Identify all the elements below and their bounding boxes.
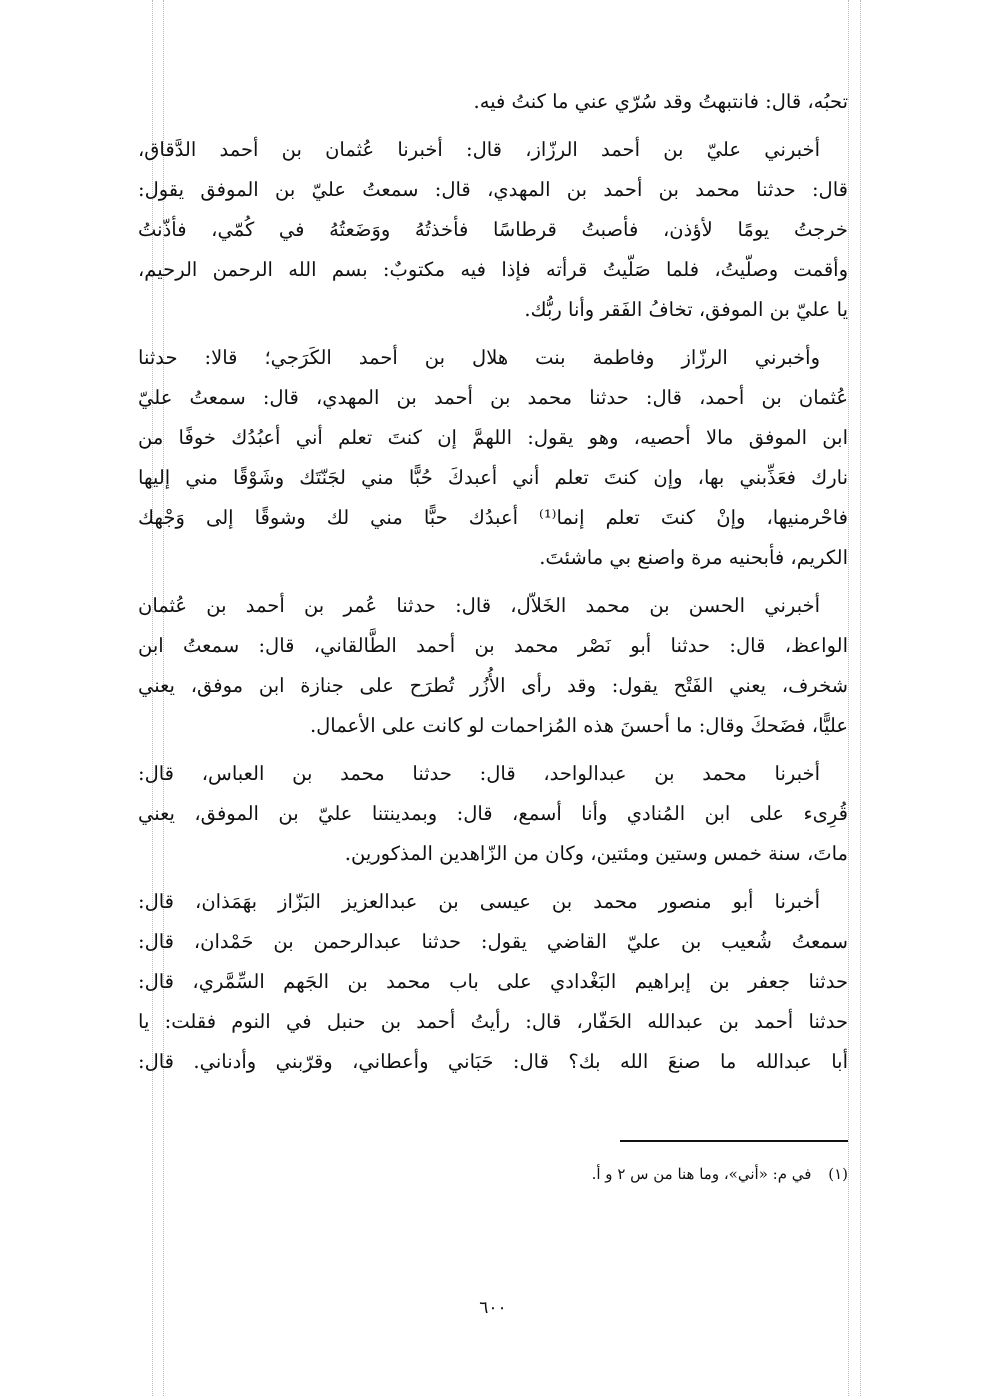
footnote-text: في م: «أني»، وما هنا من س ٢ و أ.	[591, 1165, 812, 1183]
text-line: نارك فعَذِّبني بها، وإن كنتَ تعلم أني أعبدكَ حُبًّا مني لجَنّتَك وشَوْقًا مني إليها	[138, 466, 848, 489]
footnote	[420, 1162, 848, 1186]
text-line: ماتَ، سنة خمس وستين ومئتين، وكان من الزّاهدين المذكورين.	[344, 842, 848, 865]
text-line: عُثمان بن أحمد، قال: حدثنا محمد بن أحمد بن المهدي، قال: سمعتُ عليّ	[138, 386, 848, 409]
text-line: قُرِىء على ابن المُنادي وأنا أسمع، قال: وبمدينتنا عليّ بن الموفق، يعني	[138, 802, 848, 825]
text-line: وأقمت وصلّيتُ، فلما صَلّيتُ قرأته فإذا فيه مكتوبٌ: بسم الله الرحمن الرحيم،	[138, 258, 848, 281]
paragraph	[138, 882, 848, 1082]
paragraph	[138, 130, 848, 330]
text-line: سمعتُ شُعيب بن عليّ القاضي يقول: حدثنا عبدالرحمن بن حَمْدان، قال:	[138, 930, 848, 953]
paragraph	[138, 82, 848, 122]
text-line: أخبرنا أبو منصور محمد بن عيسى بن عبدالعزيز البَزّاز بهَمَذان، قال:	[138, 890, 820, 913]
text-line: شخرف، يعني الفَتْح يقول: وقد رأى الأُزُر تُطرَح على جنازة ابن موفق، يعني	[138, 674, 848, 697]
text-line: فاحْرمنيها، وإنْ كنتَ تعلم إنما⁽¹⁾ أعبدُك حبًّا مني لك وشوقًا إلى وَجْهك	[138, 506, 848, 529]
paragraph	[138, 754, 848, 874]
text-line: الواعظ، قال: حدثنا أبو نَصْر محمد بن أحمد الطَّالقاني، قال: سمعتُ ابن	[138, 634, 848, 657]
text-line: حدثنا أحمد بن عبدالله الحَفّار، قال: رأيتُ أحمد بن حنبل في النوم فقلت: يا	[138, 1010, 848, 1033]
scan-artifact-line	[848, 0, 849, 1396]
scan-artifact-line	[860, 0, 861, 1396]
text-line: الكريم، فأبحنيه مرة واصنع بي ماشئتَ.	[539, 546, 848, 569]
footnote-marker: (١)	[828, 1165, 848, 1183]
text-line: يا عليّ بن الموفق، تخافُ الفَقر وأنا ربُّك.	[524, 298, 848, 321]
text-line: أخبرني الحسن بن محمد الخَلاّل، قال: حدثنا عُمر بن أحمد بن عُثمان	[138, 594, 820, 617]
text-line: أبا عبدالله ما صنعَ الله بك؟ قال: حَبَاني وأعطاني، وقرّبني وأدناني. قال:	[138, 1050, 848, 1073]
text-line: خرجتُ يومًا لأؤذن، فأصبتُ قرطاسًا فأخذتُهُ ووَضَعتُهُ في كُمّي، فأذّنتُ	[138, 218, 848, 241]
page-body	[138, 82, 848, 1090]
text-line: وأخبرني الرزّاز وفاطمة بنت هلال بن أحمد الكَرَجي؛ قالا: حدثنا	[138, 346, 820, 369]
page-number: ٦٠٠	[479, 1298, 507, 1318]
text-line: تحبُه، قال: فانتبهتُ وقد سُرّي عني ما كنتُ فيه.	[473, 90, 848, 113]
text-line: أخبرني عليّ بن أحمد الرزّاز، قال: أخبرنا عُثمان بن أحمد الدَّقاق،	[138, 138, 820, 161]
text-line: حدثنا جعفر بن إبراهيم البَغْدادي على باب محمد بن الجَهم السِّمَّري، قال:	[138, 970, 848, 993]
footnote-divider	[620, 1140, 848, 1142]
text-line: عليًّا، فضَحكَ وقال: ما أحسنَ هذه المُزاحمات لو كانت على الأعمال.	[309, 714, 848, 737]
paragraph	[138, 338, 848, 578]
text-line: ابن الموفق مالا أحصيه، وهو يقول: اللهمَّ إن كنتَ تعلم أني أعبُدُك خوفًا من	[138, 426, 848, 449]
text-line: قال: حدثنا محمد بن أحمد بن المهدي، قال: سمعتُ عليّ بن الموفق يقول:	[138, 178, 848, 201]
paragraph	[138, 586, 848, 746]
text-line: أخبرنا محمد بن عبدالواحد، قال: حدثنا محمد بن العباس، قال:	[138, 762, 820, 785]
